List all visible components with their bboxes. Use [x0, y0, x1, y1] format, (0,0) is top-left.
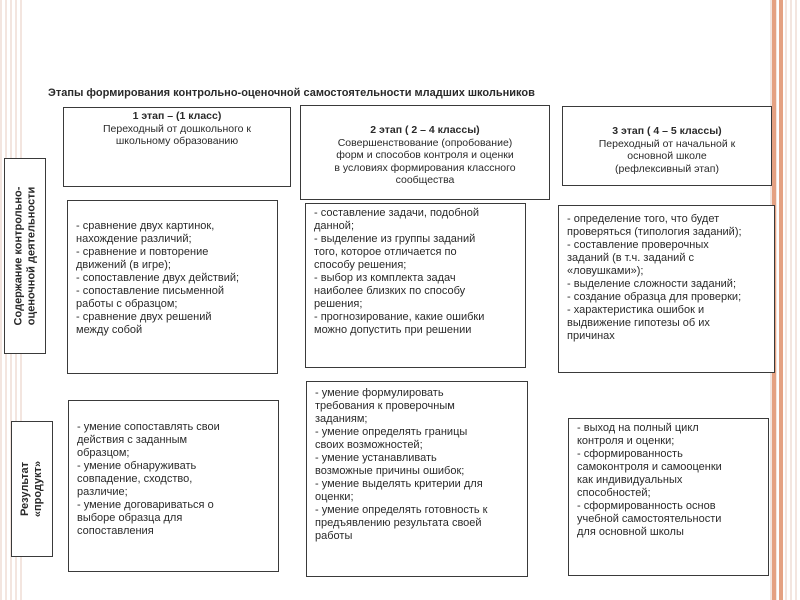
- list-item: - сопоставление письменной: [76, 285, 225, 297]
- list-item: самоконтроля и самооценки: [577, 461, 722, 473]
- list-item: движений (в игре);: [76, 259, 171, 271]
- stage-1-subtitle-line: Переходный от дошкольного к: [102, 122, 252, 135]
- stage-3-subtitle-line: основной школе: [627, 150, 707, 162]
- list-item: для основной школы: [577, 526, 684, 538]
- list-item: - составление задачи, подобной: [314, 207, 479, 219]
- list-item: решения;: [314, 298, 363, 310]
- list-item: своих возможностей;: [315, 439, 423, 451]
- list-item: причинах: [567, 330, 615, 342]
- list-item: можно допустить при решении: [314, 324, 472, 336]
- list-item: - сравнение двух картинок,: [76, 220, 215, 232]
- content-label-line: Содержание контрольно-: [12, 186, 24, 326]
- stage-3-result-box: [568, 418, 769, 576]
- list-item: возможные причины ошибок;: [315, 465, 465, 477]
- stage-2-content-box: [305, 203, 526, 368]
- list-item: как индивидуальных: [577, 474, 683, 486]
- content-label-line: оценочной деятельности: [25, 186, 37, 326]
- list-item: различие;: [77, 486, 128, 498]
- stage-2-subtitle-line: Совершенствование (опробование): [337, 136, 513, 149]
- list-item: - выделение из группы заданий: [314, 233, 476, 245]
- list-item: - определение того, что будет: [567, 213, 720, 225]
- stage-2-subtitle-line: в условиях формирования классного: [334, 161, 516, 174]
- stage-2-subtitle-line: сообщества: [395, 174, 455, 186]
- list-item: - умение формулировать: [315, 387, 444, 399]
- list-item: - создание образца для проверки;: [567, 291, 742, 303]
- list-item: - сравнение и повторение: [76, 246, 209, 258]
- list-item: образцом;: [77, 447, 130, 459]
- stage-1-subtitle-line: школьному образованию: [115, 135, 239, 147]
- stage-1-result-box: [68, 400, 279, 572]
- result-label-line: «продукт»: [32, 460, 44, 518]
- result-label-line: Результат: [19, 461, 31, 517]
- list-item: сопоставления: [77, 525, 154, 537]
- list-item: - умение договариваться о: [77, 499, 214, 511]
- list-item: - выход на полный цикл: [577, 422, 699, 434]
- list-item: работы: [315, 530, 353, 542]
- stage-2-result-box: [306, 381, 528, 577]
- list-item: учебной самостоятельности: [577, 513, 722, 525]
- list-item: - выбор из комплекта задач: [314, 272, 456, 284]
- list-item: - сформированность основ: [577, 500, 716, 512]
- list-item: - прогнозирование, какие ошибки: [314, 311, 485, 323]
- content-row-label: [4, 158, 46, 354]
- list-item: выборе образца для: [77, 512, 183, 524]
- list-item: - сформированность: [577, 448, 683, 460]
- list-item: заданиям;: [315, 413, 368, 425]
- right-border-line-outer: [779, 0, 783, 600]
- list-item: способу решения;: [314, 259, 407, 271]
- list-item: - составление проверочных: [567, 239, 709, 251]
- stage-1-header: [63, 107, 291, 187]
- list-item: - сравнение двух решений: [76, 311, 212, 323]
- stage-2-title: 2 этап ( 2 – 4 классы): [370, 124, 480, 136]
- list-item: - умение сопоставлять свои: [77, 421, 220, 433]
- list-item: между собой: [76, 324, 143, 336]
- list-item: требования к проверочным: [315, 400, 455, 412]
- list-item: проверяться (типология заданий);: [567, 226, 742, 238]
- list-item: - умение определять границы: [315, 426, 468, 438]
- list-item: работы с образцом;: [76, 298, 178, 310]
- list-item: совпадение, сходство,: [77, 473, 193, 485]
- list-item: данной;: [314, 220, 355, 232]
- result-row-label: [11, 421, 53, 557]
- list-item: - умение выделять критерии для: [315, 478, 483, 490]
- list-item: «ловушками»);: [567, 265, 644, 277]
- list-item: - выделение сложности заданий;: [567, 278, 737, 290]
- list-item: оценки;: [315, 491, 354, 503]
- list-item: выдвижение гипотезы об их: [567, 317, 710, 329]
- list-item: контроля и оценки;: [577, 435, 675, 447]
- stage-3-subtitle-line: (рефлексивный этап): [615, 162, 719, 175]
- list-item: предъявлению результата своей: [315, 517, 482, 529]
- list-item: - умение устанавливать: [315, 452, 437, 464]
- list-item: - умение определять готовность к: [315, 504, 488, 516]
- stage-3-subtitle-line: Переходный от начальной к: [598, 137, 736, 150]
- list-item: действия с заданным: [77, 434, 188, 446]
- stage-2-header: [300, 105, 550, 200]
- list-item: нахождение различий;: [76, 233, 192, 245]
- list-item: - умение обнаруживать: [77, 460, 197, 472]
- stage-3-header: [562, 106, 772, 186]
- list-item: наиболее близких по способу: [314, 285, 466, 297]
- list-item: способностей;: [577, 487, 651, 499]
- list-item: заданий (в т.ч. заданий с: [567, 252, 695, 264]
- stage-3-content-box: [558, 205, 775, 373]
- stage-1-content-box: [67, 200, 278, 374]
- stage-2-subtitle-line: форм и способов контроля и оценки: [336, 149, 514, 161]
- list-item: - характеристика ошибок и: [567, 304, 705, 316]
- diagram-title: Этапы формирования контрольно-оценочной самостоятельности младших школьников: [48, 87, 535, 99]
- list-item: того, которое отличается по: [314, 246, 457, 258]
- stage-3-title: 3 этап ( 4 – 5 классы): [612, 125, 722, 137]
- stage-1-title: 1 этап – (1 класс): [132, 110, 222, 122]
- list-item: - сопоставление двух действий;: [76, 272, 240, 284]
